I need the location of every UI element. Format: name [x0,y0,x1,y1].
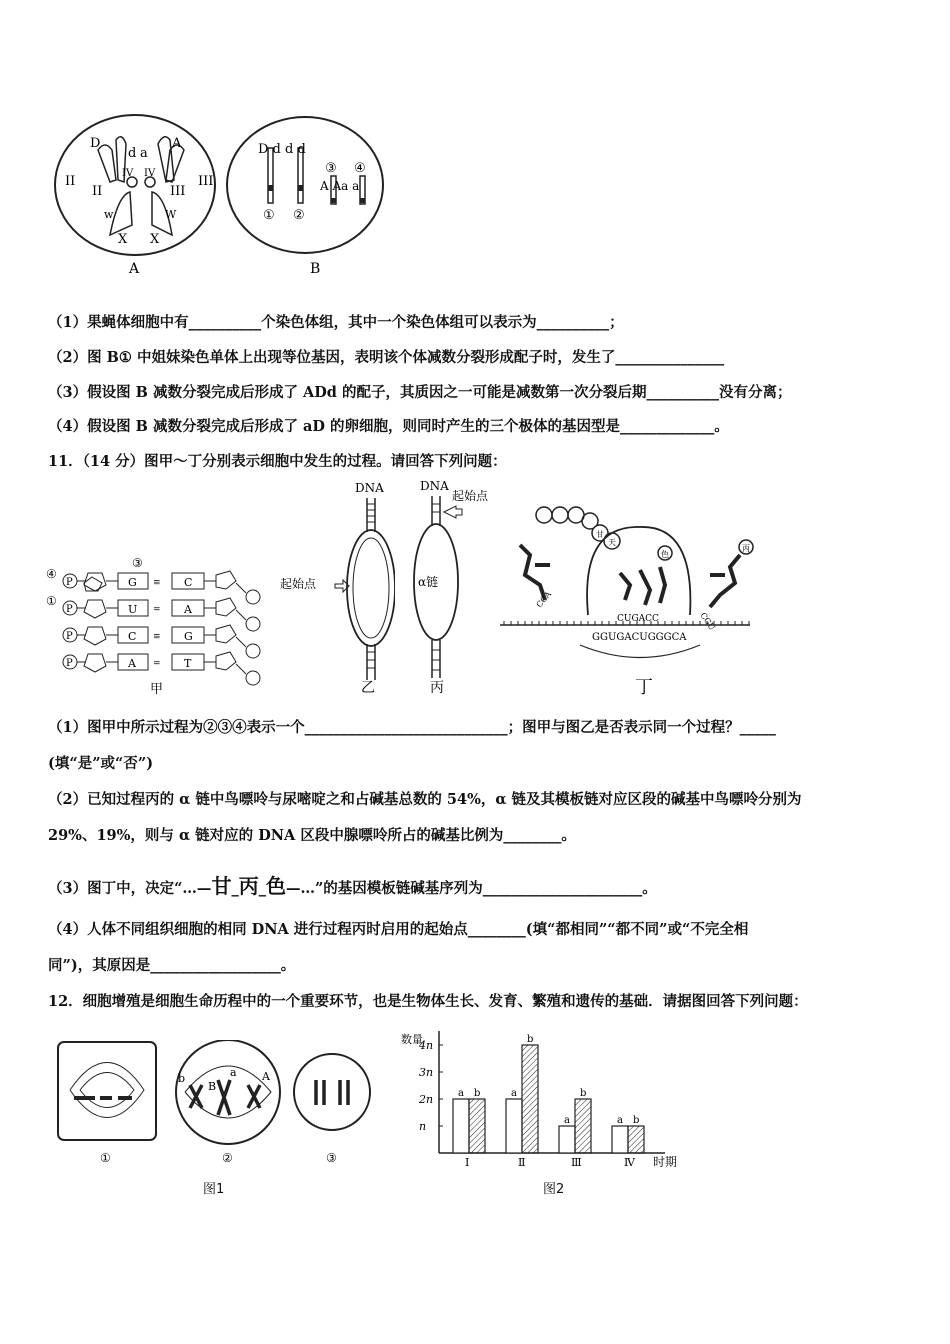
q10-part4: （4）假设图 B 减数分裂完成后形成了 aD 的卵细胞，则同时产生的三个极体的基因型是_____________。 [48,418,729,435]
jia-num4: ④ [46,567,57,581]
codon-top: CUGACC [617,614,659,624]
roman-ii-left2: II [92,184,103,199]
phosphate-label-1: P [66,604,73,615]
cca-label: CCA [534,589,554,610]
aa-gan: 甘 [596,530,604,539]
q11-part4b: 同”)，其原因是__________________。 [48,957,296,974]
caption-a: A [129,261,140,277]
q11-word-bing: 丙 [238,874,259,898]
cell1-label: ① [100,1151,111,1165]
svg-text:=: = [153,659,161,669]
bar-b-1 [522,1045,538,1153]
q11-part2b: 29%、19%，则与 α 链对应的 DNA 区段中腺嘌呤所占的碱基比例为________。 [48,827,576,844]
bing-alpha: α链 [418,575,439,589]
cell3-label: ③ [326,1151,337,1165]
phosphate-label-3: P [66,658,73,669]
bar-b-3 [628,1126,644,1153]
y-tick-label-1: 2n [419,1093,434,1106]
q10-part3: （3）假设图 B 减数分裂完成后形成了 ADd 的配子，其质因之一可能是减数第一次分裂后期__________没有分离； [48,384,792,401]
aa-tian: 天 [608,538,616,547]
bar-a-3 [612,1126,628,1153]
figure-ding [500,495,755,700]
q11-part1b: (填“是”或“否”) [48,755,154,772]
jia-num1: ① [46,594,57,608]
aa-se: 色 [661,550,669,559]
ding-caption: 丁 [635,677,653,698]
figure-yi [275,480,395,695]
jia-num3: ③ [132,556,143,570]
phosphate-right-0 [246,590,260,604]
chart-fig2 [395,1025,695,1175]
yi-caption: 乙 [361,680,375,695]
label-4: ④ [354,161,366,176]
roman-ii-left: II [65,174,76,189]
q11-part2a: （2）已知过程丙的 α 链中鸟嘌呤与尿嘧啶之和占碱基总数的 54%，α 链及其模板链对应区段的碱基中鸟嘌呤分别为 [48,791,802,808]
x-tick-label-2: Ⅲ [571,1156,582,1169]
q10-part2: （2）图 B① 中姐妹染色单体上出现等位基因，表明该个体减数分裂形成配子时，发生了_______________ [48,349,725,366]
roman-iii-right: III [198,174,214,189]
mrna-seq: GGUGACUGGGCA [592,632,687,643]
x-axis-label: 时期 [653,1155,678,1169]
label-1: ① [263,208,275,223]
phosphate-label-2: P [66,631,73,642]
caption-b: B [310,261,321,277]
bar-b-2 [575,1099,591,1153]
figure-jia [40,555,275,695]
y-tick-label-3: 4n [419,1039,434,1052]
cell-a [55,115,215,255]
phosphate-right-1 [246,617,260,631]
q10-part1: （1）果蝇体细胞中有__________个染色体组，其中一个染色体组可以表示为__________； [48,314,624,331]
cellB-A: A [262,1070,270,1083]
q12-head: 12．细胞增殖是细胞生命历程中的一个重要环节，也是生物体生长、发育、繁殖和遗传的基础．请据图回答下列问题： [48,993,808,1010]
bing-dna-label: DNA [420,479,449,493]
y-tick-label-2: 3n [419,1066,434,1079]
roman-iv-left: IV [122,168,134,179]
phosphate-right-3 [246,671,260,685]
cellB-b: b [178,1072,186,1085]
phosphate-right-2 [246,644,260,658]
chrom-x1: X [118,232,128,247]
svg-text:≡: ≡ [153,578,161,588]
roman-iii-right2: III [170,184,186,199]
y-axis-label: 数量 [401,1033,423,1046]
label-3: ③ [325,161,337,176]
label-2: ② [293,208,305,223]
svg-text:=: = [153,605,161,615]
bar-label-b-3: b [633,1115,640,1126]
figure-1 [50,1040,380,1200]
cell-b [227,117,383,253]
x-tick-label-3: Ⅳ [624,1156,635,1169]
aa-bing: 丙 [742,544,750,553]
pentose-right-2 [216,625,236,643]
bar-label-a-0: a [458,1088,464,1099]
q11-part1a: （1）图甲中所示过程为②③④表示一个____________________________；图甲与图乙是否表示同一个过程？_____ [48,719,776,736]
bar-a-2 [559,1126,575,1153]
q11-part4a: （4）人体不同组织细胞的相同 DNA 进行过程丙时启用的起始点________(填“都相同”“都不同”或“不完全相 [48,921,749,938]
gene-w: w [104,208,114,221]
pentose-right-3 [216,652,236,670]
yi-dna-label: DNA [355,481,384,495]
bar-b-0 [469,1099,485,1153]
bar-label-b-2: b [580,1088,587,1099]
y-tick-label-0: n [419,1120,427,1133]
figure-bing [400,478,510,695]
cellB-B: B [208,1080,217,1093]
pentose-left-3 [84,654,106,672]
fig1-caption: 图1 [203,1182,225,1197]
pentose-right-0 [216,571,236,589]
gene-A: A [172,136,182,151]
jia-caption: 甲 [150,682,164,695]
roman-iv-right: IV [144,168,156,179]
q11-head: 11．（14 分）图甲～丁分别表示细胞中发生的过程。请回答下列问题： [48,453,507,470]
bar-a-1 [506,1099,522,1153]
fig2-caption: 图2 [543,1182,565,1197]
bing-origin: 起始点 [452,489,489,503]
base-right-1: A [184,603,192,616]
bar-label-a-1: a [511,1088,517,1099]
pentose-left-1 [84,600,106,618]
figure-ab [40,110,400,290]
genes-mid: A Aa a [320,179,360,193]
gene-a: a [140,146,148,161]
base-right-2: G [184,630,193,643]
chrom-x2: X [150,232,160,247]
base-left-0: G [128,576,137,589]
cgu-label: CGU [698,610,717,632]
bar-label-a-2: a [564,1115,570,1126]
gene-W: W [165,208,177,221]
base-left-3: A [128,657,136,670]
svg-text:≡: ≡ [153,632,161,642]
q11-word-gan: 甘 [211,874,232,898]
cellB-a: a [230,1066,237,1079]
cell2-label: ② [222,1151,233,1165]
gene-D: D [90,136,101,151]
pentose-left-0 [84,573,106,591]
bar-label-b-1: b [527,1034,534,1045]
bing-caption: 丙 [430,680,444,695]
base-left-1: U [128,603,138,616]
q11-part3: （3）图丁中，决定“…—甘_丙_色—…”的基因模板链碱基序列为______________________。 [48,874,657,898]
pentose-right-1 [216,598,236,616]
bar-label-a-3: a [617,1115,623,1126]
pentose-left-2 [84,627,106,645]
bar-a-0 [453,1099,469,1153]
base-left-2: C [128,630,137,643]
x-tick-label-0: Ⅰ [465,1156,470,1169]
genes-top: D d d d [258,142,306,157]
phosphate-label-0: P [66,577,73,588]
bar-label-b-0: b [474,1088,481,1099]
x-tick-label-1: Ⅱ [518,1156,526,1169]
yi-origin: 起始点 [280,577,317,591]
gene-d: d [128,146,137,161]
base-right-0: C [184,576,193,589]
q11-word-se: 色 [265,874,286,898]
base-right-3: T [184,657,192,670]
